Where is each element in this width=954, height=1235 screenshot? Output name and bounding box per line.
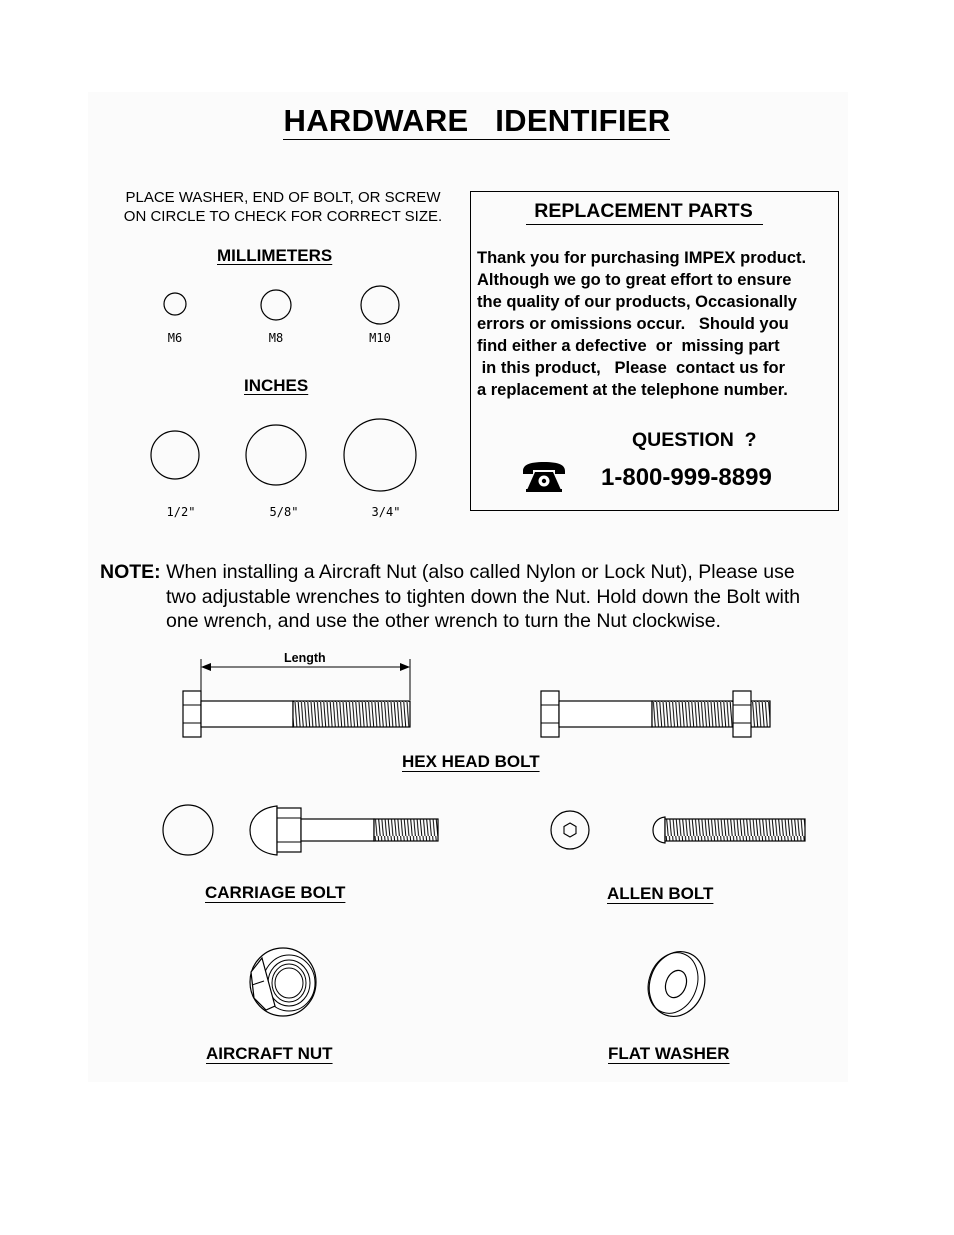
instructions-line-1: PLACE WASHER, END OF BOLT, OR SCREW xyxy=(125,189,441,206)
message-line-4: errors or omissions occur. Should you xyxy=(477,315,789,333)
size-label-half-inch: 1/2" xyxy=(166,505,196,519)
size-label-m10: M10 xyxy=(369,331,391,345)
message-line-2: Although we go to great effort to ensure xyxy=(477,271,792,289)
message-line-3: the quality of our products, Occasionally xyxy=(477,293,797,311)
size-label-three-quarter-inch: 3/4" xyxy=(371,505,401,519)
inches-heading: INCHES xyxy=(244,376,309,395)
page-title: HARDWARE IDENTIFIER xyxy=(283,103,671,138)
aircraft-nut-caption: AIRCRAFT NUT xyxy=(206,1044,333,1063)
note-text-1: When installing a Aircraft Nut (also called Nylon or Lock Nut), Please use xyxy=(160,561,795,583)
message-line-6: in this product, Please contact us for xyxy=(477,359,786,377)
question-label: QUESTION ? xyxy=(632,429,757,451)
size-label-m8: M8 xyxy=(268,331,284,345)
instructions-line-2: ON CIRCLE TO CHECK FOR CORRECT SIZE. xyxy=(123,208,443,225)
message-line-7: a replacement at the telephone number. xyxy=(477,381,788,399)
note-line-2: two adjustable wrenches to tighten down the Nut. Hold down the Bolt with xyxy=(166,585,801,608)
note-label: NOTE: xyxy=(100,561,161,583)
size-label-m6: M6 xyxy=(167,331,183,345)
note-line-3: one wrench, and use the other wrench to turn the Nut clockwise. xyxy=(166,610,721,632)
hex-head-bolt-caption: HEX HEAD BOLT xyxy=(402,752,540,771)
replacement-parts-heading: REPLACEMENT PARTS xyxy=(534,200,753,222)
millimeters-heading: MILLIMETERS xyxy=(217,246,333,265)
carriage-bolt-caption: CARRIAGE BOLT xyxy=(205,883,346,902)
length-label: Length xyxy=(284,651,326,665)
allen-bolt-caption: ALLEN BOLT xyxy=(607,884,714,903)
flat-washer-caption: FLAT WASHER xyxy=(608,1044,730,1063)
message-line-1: Thank you for purchasing IMPEX product. xyxy=(477,249,807,267)
size-label-five-eighths-inch: 5/8" xyxy=(269,505,299,519)
message-line-5: find either a defective or missing part xyxy=(477,337,780,355)
phone-number: 1-800-999-8899 xyxy=(601,464,772,491)
